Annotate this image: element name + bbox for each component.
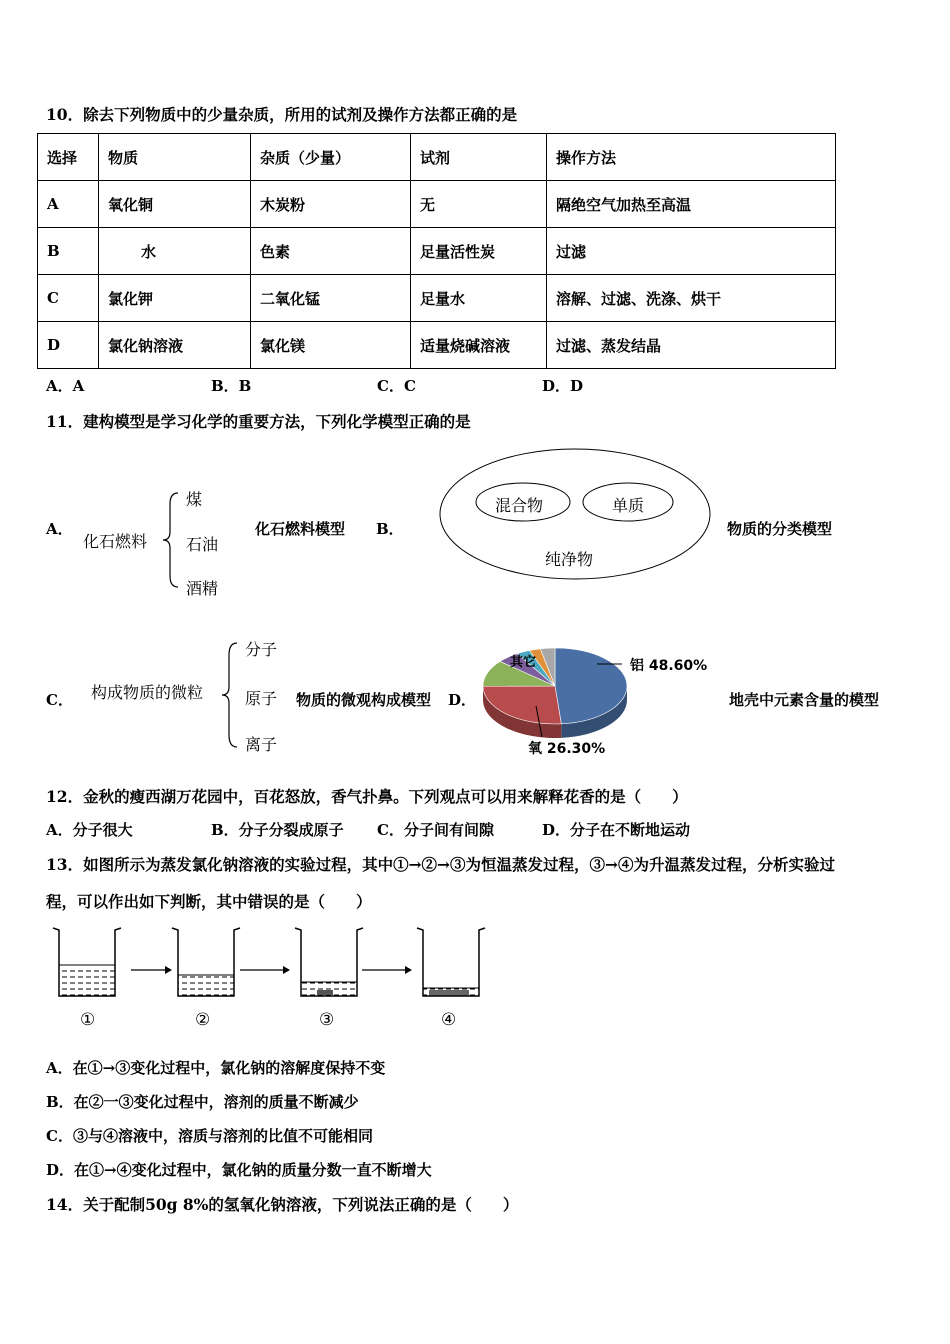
- q11-option-d-letter[interactable]: D．: [448, 691, 477, 709]
- table-header-row: [38, 134, 836, 181]
- pure-substance-label: 纯净物: [545, 550, 594, 569]
- q11-option-b-letter[interactable]: B．: [376, 520, 404, 538]
- table-cell: 足量水: [411, 275, 547, 322]
- q10-stem: 10．除去下列物质中的少量杂质，所用的试剂及操作方法都正确的是: [46, 105, 518, 124]
- table-cell: 氯化镁: [251, 322, 411, 369]
- particle-item: 原子: [245, 689, 278, 708]
- table-cell: 无: [411, 181, 547, 228]
- beaker-label: ④: [441, 1010, 457, 1030]
- q11-d-caption: 地壳中元素含量的模型: [729, 691, 880, 709]
- evaporation-diagram: [45, 920, 495, 1035]
- particle-item: 离子: [245, 735, 278, 754]
- header-cell: 选择: [38, 134, 99, 181]
- header-cell: 试剂: [411, 134, 547, 181]
- beaker-label: ②: [195, 1010, 211, 1030]
- arrow-icon: [405, 966, 412, 974]
- q10-table: [37, 133, 836, 369]
- q13-option-b[interactable]: B．在②一③变化过程中，溶剂的质量不断减少: [46, 1093, 359, 1111]
- q10-option-d[interactable]: D．D: [542, 377, 584, 395]
- fossil-fuel-item: 酒精: [186, 579, 219, 598]
- q12-stem: 12．金秋的瘦西湖万花园中，百花怒放，香气扑鼻。下列观点可以用来解释花香的是（ ）: [46, 787, 688, 806]
- beaker-1: [53, 928, 121, 996]
- table-cell: D: [38, 322, 99, 369]
- q11-option-c-letter[interactable]: C．: [46, 691, 73, 709]
- q11-option-a-letter[interactable]: A．: [46, 520, 73, 538]
- fossil-fuel-item: 煤: [186, 490, 203, 509]
- table-cell: 氯化钠溶液: [99, 322, 251, 369]
- q14-stem: 14．关于配制50g 8%的氢氧化钠溶液，下列说法正确的是（ ）: [46, 1195, 519, 1214]
- table-cell: 溶解、过滤、洗涤、烘干: [547, 275, 836, 322]
- beaker-2: [172, 928, 240, 996]
- table-row: [38, 228, 836, 275]
- table-cell: 氧化铜: [99, 181, 251, 228]
- arrow-icon: [165, 966, 172, 974]
- q12-option-d[interactable]: D．分子在不断地运动: [542, 821, 691, 839]
- pie-label-aluminum: 铝 48.60%: [630, 658, 708, 674]
- table-cell: C: [38, 275, 99, 322]
- table-cell: 木炭粉: [251, 181, 411, 228]
- arrow-icon: [283, 966, 290, 974]
- table-cell: 水: [99, 228, 251, 275]
- table-row: [38, 275, 836, 322]
- brace-icon: [219, 640, 241, 750]
- table-cell: 过滤、蒸发结晶: [547, 322, 836, 369]
- table-cell: B: [38, 228, 99, 275]
- table-cell: A: [38, 181, 99, 228]
- table-cell: 适量烧碱溶液: [411, 322, 547, 369]
- q13-option-c[interactable]: C．③与④溶液中，溶质与溶剂的比值不可能相同: [46, 1127, 373, 1145]
- q10-option-c[interactable]: C．C: [377, 377, 416, 395]
- q12-option-b[interactable]: B．分子分裂成原子: [211, 821, 344, 839]
- crust-pie-chart: [470, 636, 720, 764]
- table-cell: 氯化钾: [99, 275, 251, 322]
- header-cell: 物质: [99, 134, 251, 181]
- q10-option-b[interactable]: B．B: [211, 377, 252, 395]
- q13-option-d[interactable]: D．在①→④变化过程中，氯化钠的质量分数一直不断增大: [46, 1161, 432, 1179]
- table-cell: 二氧化锰: [251, 275, 411, 322]
- particle-item: 分子: [245, 640, 278, 659]
- beaker-4: [417, 928, 485, 996]
- table-row: [38, 181, 836, 228]
- q13-stem-line2: 程，可以作出如下判断，其中错误的是（ ）: [46, 892, 372, 911]
- q11-c-caption: 物质的微观构成模型: [296, 691, 432, 709]
- beaker-3: [295, 928, 363, 996]
- table-cell: 色素: [251, 228, 411, 275]
- q11-stem: 11．建构模型是学习化学的重要方法，下列化学模型正确的是: [46, 412, 471, 431]
- element-label: 单质: [612, 496, 645, 515]
- q11-b-caption: 物质的分类模型: [727, 520, 833, 538]
- fossil-fuel-root: 化石燃料: [83, 532, 148, 551]
- table-cell: 足量活性炭: [411, 228, 547, 275]
- q11-a-caption: 化石燃料模型: [255, 520, 346, 538]
- mixture-label: 混合物: [495, 496, 544, 515]
- beaker-label: ③: [319, 1010, 335, 1030]
- q13-option-a[interactable]: A．在①→③变化过程中，氯化钠的溶解度保持不变: [46, 1059, 386, 1077]
- table-cell: 过滤: [547, 228, 836, 275]
- q10-option-a[interactable]: A．A: [46, 377, 85, 395]
- fossil-fuel-item: 石油: [186, 535, 219, 554]
- q13-stem-line1: 13．如图所示为蒸发氯化钠溶液的实验过程，其中①→②→③为恒温蒸发过程，③→④为升温蒸发过程，分析实验过: [46, 855, 836, 874]
- header-cell: 杂质（少量）: [251, 134, 411, 181]
- header-cell: 操作方法: [547, 134, 836, 181]
- q12-option-a[interactable]: A．分子很大: [46, 821, 133, 839]
- particle-root: 构成物质的微粒: [91, 683, 204, 702]
- pie-label-oxygen: 氧 26.30%: [528, 741, 606, 757]
- q12-option-c[interactable]: C．分子间有间隙: [377, 821, 494, 839]
- table-cell: 隔绝空气加热至高温: [547, 181, 836, 228]
- pie-label-other: 其它: [510, 655, 537, 670]
- table-row: [38, 322, 836, 369]
- brace-icon: [160, 490, 182, 590]
- beaker-label: ①: [80, 1010, 96, 1030]
